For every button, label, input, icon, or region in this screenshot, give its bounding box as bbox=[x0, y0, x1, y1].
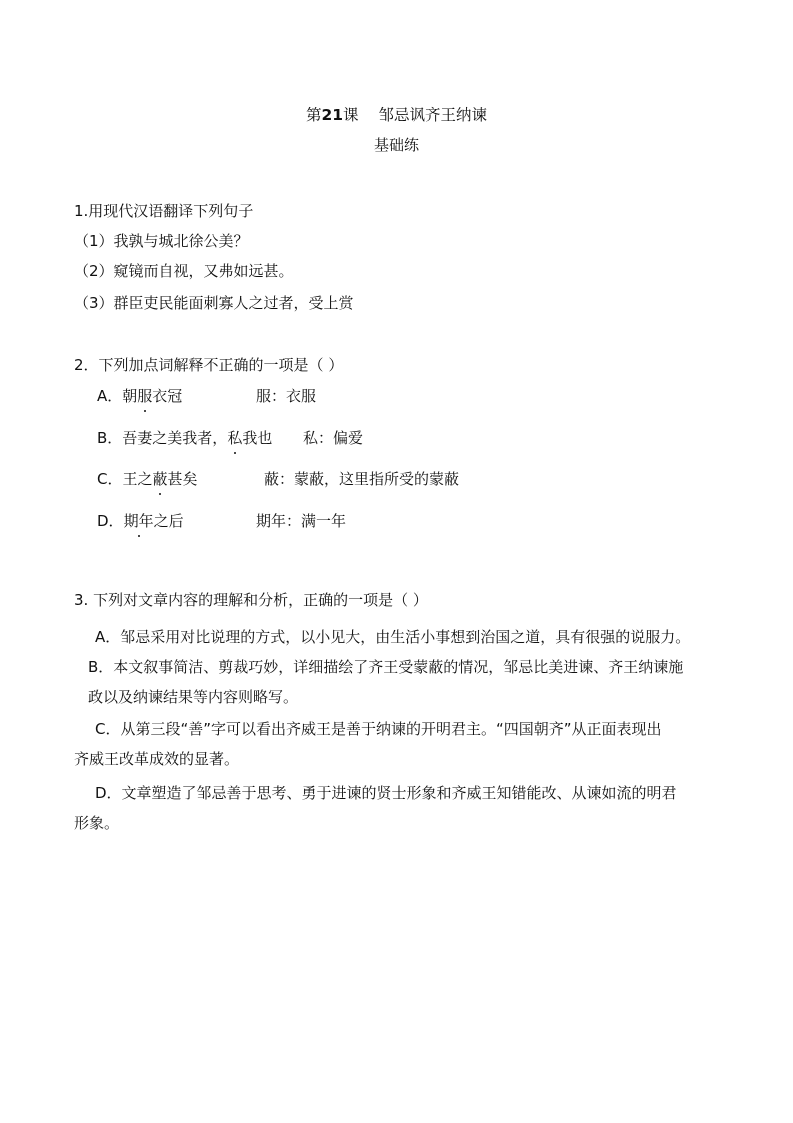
question-3-option-line: 齐威王改革成效的显著。 bbox=[74, 750, 240, 768]
lesson-name: 邹忌讽齐王纳谏 bbox=[378, 106, 488, 124]
question-3-option-line: 政以及纳谏结果等内容则略写。 bbox=[88, 688, 299, 706]
question-2-option-c-explain: 蔽：蒙蔽，这里指所受的蒙蔽 bbox=[264, 470, 460, 488]
question-1-item: （3）群臣吏民能面刺寡人之过者，受上赏 bbox=[74, 294, 354, 312]
question-3-option-line: C．从第三段“善”字可以看出齐威王是善于纳谏的开明君主。“四国朝齐”从正面表现出 bbox=[95, 720, 662, 738]
question-2-option-b-explain: 私：偏爱 bbox=[303, 429, 364, 447]
dotted-word: 期年 bbox=[123, 512, 154, 530]
dotted-word: 私 bbox=[227, 429, 243, 447]
question-2-option-d-explain: 期年：满一年 bbox=[256, 512, 347, 530]
question-1-item: （2）窥镜而自视，又弗如远甚。 bbox=[74, 262, 294, 280]
question-2-stem: 2．下列加点词解释不正确的一项是（ ） bbox=[74, 356, 344, 374]
question-2-option-a-explain: 服：衣服 bbox=[256, 387, 317, 405]
question-2-option-c: C．王之蔽甚矣 bbox=[97, 470, 198, 488]
question-3-option-line: D．文章塑造了邹忌善于思考、勇于进谏的贤士形象和齐威王知错能改、从谏如流的明君 bbox=[95, 784, 677, 802]
page-subtitle: 基础练 bbox=[373, 136, 419, 154]
question-3-option-line: 形象。 bbox=[74, 814, 120, 832]
question-3-stem: 3. 下列对文章内容的理解和分析，正确的一项是（ ） bbox=[74, 591, 428, 609]
question-2-option-d: D．期年之后 bbox=[97, 512, 184, 530]
question-2-option-b: B．吾妻之美我者，私我也 bbox=[97, 429, 273, 447]
question-3-option-line: A．邹忌采用对比说理的方式，以小见大，由生活小事想到治国之道，具有很强的说服力。 bbox=[95, 628, 691, 646]
question-3-option-line: B．本文叙事简洁、剪裁巧妙，详细描绘了齐王受蒙蔽的情况，邹忌比美进谏、齐王纳谏施 bbox=[88, 658, 684, 676]
dotted-word: 服 bbox=[137, 387, 153, 405]
question-2-option-a: A．朝服衣冠 bbox=[97, 387, 183, 405]
question-1-item: （1）我孰与城北徐公美？ bbox=[74, 232, 249, 250]
lesson-number: 21 bbox=[321, 106, 344, 124]
page-title: 第21课 邹忌讽齐王纳谏 bbox=[305, 106, 488, 124]
dotted-word: 蔽 bbox=[152, 470, 168, 488]
question-1-stem: 1.用现代汉语翻译下列句子 bbox=[74, 202, 254, 220]
